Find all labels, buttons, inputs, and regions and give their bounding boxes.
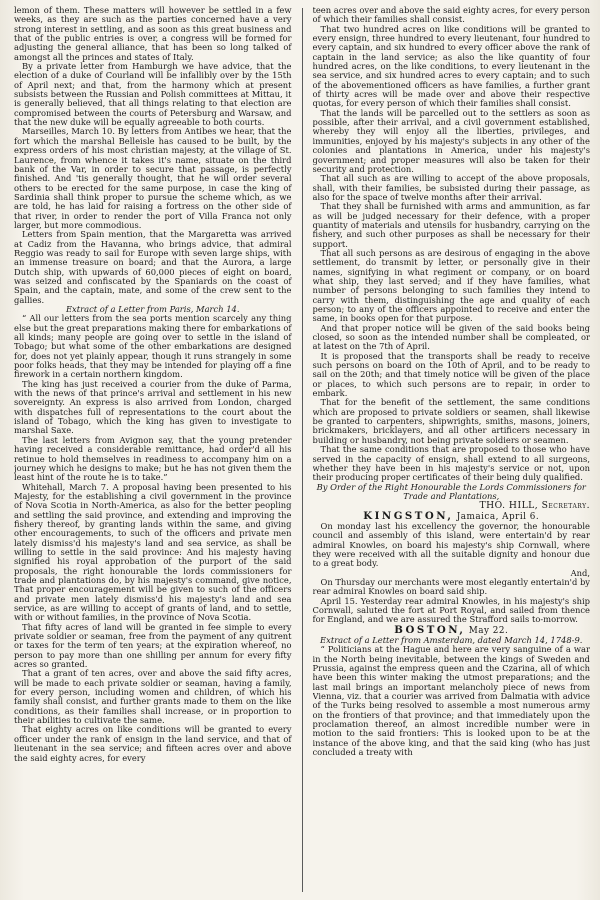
paragraph: Whitehall, March 7. A proposal having been presented to his Majesty, for the establishing a civil government in the province of Nova Scotia in North-America, as also for the better peopling and settling the said province, and extending and improving the fishery thereof, by granting lands within the same, and giving other encouragements, to such of the officers and private men lately dismiss'd his majesty's land and sea service, as shall be willing to settle in the said province: And his majesty having signified his royal approbation of the purport of the said proposals, the right honourable the lords commissioners for trade and plantations do, by his majesty's command, give notice, That proper encouragement will be given to such of the officers and private men lately dismiss'd his majesty's land and sea service, as are willing to accept of grants of land, and to settle, with or without families, in the province of Nova Scotia. xyxy=(14,481,292,623)
paragraph: That all such as are willing to accept of the above proposals, shall, with their families, be subsisted during their passage, as also for the space of twelve months after their arrival. xyxy=(312,173,590,202)
paragraph: On monday last his excellency the governor, the honourable council and assembly of this island, were entertain'd by rear admiral Knowles, on board his majesty's ship Cornwall, where they were received with all the suitable dignity and honour due to a great body. xyxy=(312,520,590,569)
paragraph: That the lands will be parcelled out to the settlers as soon as possible, after their arrival, and a civil government established, whereby they will enjoy all the liberties, privileges, and immunities, enjoyed by his majesty's subjects in any other of the colonies and plantations in America, under his majesty's government; and proper measures will also be taken for their security and protection. xyxy=(312,107,590,174)
page-columns xyxy=(14,6,590,894)
paragraph: The last letters from Avignon say, that the young pretender having received a considerable remittance, had order'd all his retinue to hold themselves in readiness to accompany him on a journey which he designs to make; but he has not given them the least hint of the route he is to take.” xyxy=(14,434,292,483)
paragraph: And that proper notice will be given of the said books being closed, so soon as the intended number shall be compleated, or at latest on the 7th of April. xyxy=(312,322,590,352)
section-heading: Extract of a Letter from Paris, March 14. xyxy=(65,304,240,314)
paragraph: That two hundred acres on like conditions will be granted to every ensign, three hundred to every lieutenant, four hundred to every captain, and six hundred to every officer above the rank of captain in the land service; as also the like quantity of four hundred acres, on the like conditions, to every lieutenant in the sea service, and six hundred acres to every captain; and to such of the abovementioned officers as have families, a further grant of thirty acres will be made over and above their respective quotas, for every person of which their families shall consist. xyxy=(312,23,590,109)
paragraph: That the same conditions that are proposed to those who have served in the capacity of ensign, shall extend to all surgeons, whether they have been in his majesty's service or not, upon their producing proper certificates of their being duly qualified. xyxy=(312,444,590,483)
paragraph: “ Politicians at the Hague and here are very sanguine of a war in the North being inevitable, between the kings of Sweden and Prussia, against the empress queen and the Czarina, all of which have been this winter making the utmost preparations; and the last mail brings an important melancholy piece of news from Vienna, viz. that a courier was arrived from Dalmatia with advice of the Turks being resolved to assemble a most numerous army on the frontiers of that province; and that immediately upon the proclamation thereof, an almost incredible number were in motion to the said frontiers: This is looked upon to be at the instance of the above king, and that the said king (who has just concluded a treaty with xyxy=(312,644,590,758)
section-heading: By Order of the Right Honourable the Lords Commissioners for Trade and Plantations, xyxy=(316,481,586,501)
signature-line: THO. HILL, Secretary. xyxy=(479,500,590,512)
paragraph: teen acres over and above the said eighty acres, for every person of which their families shall consist. xyxy=(312,6,590,25)
paragraph: And, xyxy=(570,567,590,578)
paragraph: Marseilles, March 10. By letters from Antibes we hear, that the fort which the marshal Belleisle has caused to be built, by the express orders of his most christian majesty, at the village of St. Laurence, from whence it takes it's name, situate on the third bank of the Var, in order to secure that passage, is perfectly finished. And 'tis generally thought, that he will order several others to be erected for the same purpose, in case the king of Sardinia shall think proper to pursue the scheme which, as we are told, he has laid for raising a fortress on the other side of that river, in order to render the port of Villa Franca not only larger, but more commodious. xyxy=(14,126,292,230)
place-name: KINGSTON, xyxy=(363,509,454,522)
column-rule xyxy=(302,8,303,892)
paragraph: That eighty acres on like conditions will be granted to every officer under the rank of ensign in the land service, and that of lieutenant in the sea service; and fifteen acres over and above the said eighty acres, for every xyxy=(14,724,292,763)
paragraph: That a grant of ten acres, over and above the said fifty acres, will be made to each private soldier or seaman, having a family, for every person, including women and children, of which his family shall consist, and further grants made to them on the like conditions, as their families shall increase, or in proportion to their abilities to cultivate the same. xyxy=(14,668,292,726)
place-date: May 22. xyxy=(465,625,509,636)
paragraph: April 15. Yesterday rear admiral Knowles, in his majesty's ship Cornwall, saluted the fort at Port Royal, and sailed from thence for England, and we are assured the Strafford sails to-morrow. xyxy=(312,595,590,625)
paragraph: Letters from Spain mention, that the Margaretta was arrived at Cadiz from the Havanna, who brings advice, that admiral Reggio was ready to sail for Europe with seven large ships, with an immense treasure on board; and that the Aurora, a large Dutch ship, with upwards of 60,000 pieces of eight on board, was seized and confiscated by the Spaniards on the coast of Spain, and the captain, mate, and some of the crew sent to the gallies. xyxy=(14,229,292,305)
paragraph: The king has just received a courier from the duke of Parma, with the news of that prince's arrival and settlement in his new sovereignty. An express is also arrived from London, charged with dispatches full of representations to the court about the island of Tobago, which the king has given to investigate to marshal Saxe. xyxy=(14,378,292,436)
left-column xyxy=(14,6,292,894)
paragraph: “ All our letters from the sea ports mention scarcely any thing else but the great preparations making there for embarkations of all kinds; many people are going over to settle in the island of Tobago; but what some of the other embarkations are designed for, does not yet plainly appear, though it runs strangely in some poor folks heads, that they may be intended for playing off a fine firework in a certain northern kingdom. xyxy=(14,313,292,380)
paragraph: It is proposed that the transports shall be ready to receive such persons on board on the 10th of April, and to be ready to sail on the 20th; and that timely notice will be given of the place or places, to which such persons are to repair, in order to embark. xyxy=(312,350,590,399)
place-name: BOSTON, xyxy=(394,623,466,636)
paragraph: That they shall be furnished with arms and ammunition, as far as will be judged necessary for their defence, with a proper quantity of materials and utensils for husbandry, carrying on the fishery, and such other purposes as shall be necessary for their support. xyxy=(312,201,590,249)
paragraph: On Thursday our merchants were most elegantly entertain'd by rear admiral Knowles on board said ship. xyxy=(312,576,590,597)
paragraph: By a private letter from Hamburgh we have advice, that the election of a duke of Courland will be infallibly over by the 15th of April next; and that, from the harmony which at present subsists between the Russian and Polish committees at Mittau, it is generally believed, that all things relating to that election are compromised between the courts of Petersburg and Warsaw, and that the new duke will be equally agreeable to both courts. xyxy=(14,61,292,128)
paragraph: That all such persons as are desirous of engaging in the above settlement, do transmit by letter, or personally give in their names, signifying in what regiment or company, or on board what ship, they last served; and if they have families, what number of persons belonging to such families they intend to carry with them, distinguishing the age and quality of each person; to any of the officers appointed to receive and enter the same, in books open for that purpose. xyxy=(312,247,590,324)
paragraph: That for the benefit of the settlement, the same conditions which are proposed to private soldiers or seamen, shall likewise be granted to carpenters, shipwrights, smiths, masons, joiners, brickmakers, bricklayers, and all other artificers necessary in building or husbandry, not being private soldiers or seamen. xyxy=(312,397,590,445)
paragraph: That fifty acres of land will be granted in fee simple to every private soldier or seaman, free from the payment of any quitrent or taxes for the term of ten years; at the expiration whereof, no person to pay more than one shilling per annum for every fifty acres so granted. xyxy=(14,621,292,670)
right-column xyxy=(313,6,591,894)
place-date: Jamaica, April 6. xyxy=(453,511,540,522)
section-heading: Extract of a Letter from Amsterdam, dated March 14, 1748-9. xyxy=(320,635,583,646)
paragraph: lemon of them. These matters will however be settled in a few weeks, as they are such as the parties concerned have a very strong interest in settling, and as soon as this great business and that of the public entries is over, a congress will be formed for adjusting the general alliance, that has been so long talked of amongst all the princes and states of Italy. xyxy=(14,6,292,62)
